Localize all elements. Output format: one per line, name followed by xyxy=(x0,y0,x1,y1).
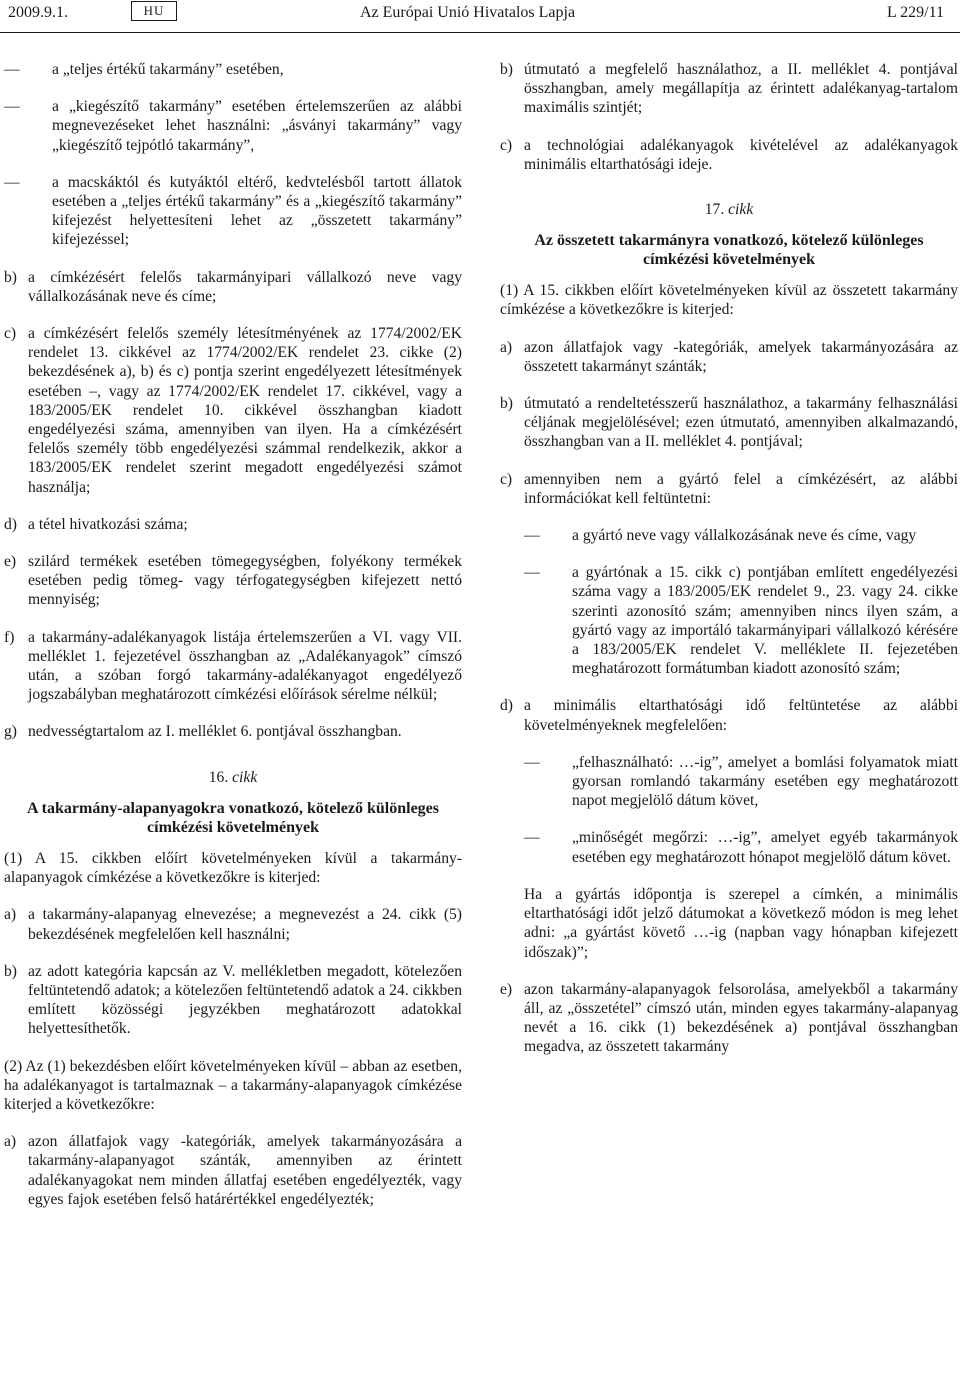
list-item-c: c) amennyiben nem a gyártó felel a címkézésért, az alábbi információkat kell feltüntetni: xyxy=(500,470,958,507)
header-rule xyxy=(0,32,960,33)
list-item-b: b) útmutató a megfelelő használathoz, a II. melléklet 4. pontjával összhangban, amely megállapítja az érintett adalékanyag-tartalom maximális szintjét; xyxy=(500,61,958,117)
list-item-b: b) a címkézésért felelős takarmányipari vállalkozó neve vagy vállalkozásának neve és címe; xyxy=(4,268,462,305)
list-item-e: e) szilárd termékek esetében tömegegységben, folyékony termékek esetében pedig tömeg- vagy térfogategységben kifejezett nettó mennyiség; xyxy=(4,553,462,609)
article-number: 17. cikk xyxy=(704,201,754,219)
dash-item: — a „teljes értékű takarmány” esetében, xyxy=(4,60,462,79)
dash-item: — a macskáktól és kutyáktól eltérő, kedvtelésből tartott állatok esetében a „teljes értékű takarmány” és a „kiegészítő takarmány” kifejezést helyettesíteni lehet az „összetett takarmány” kifejezéssel; xyxy=(4,173,462,250)
sub-list xyxy=(500,526,958,678)
paragraph: (2) Az (1) bekezdésben előírt követelményeken kívül – abban az esetben, ha adalékanyagot is tartalmaznak – a takarmány-alapanyagok címkézése kiterjed a következőkre: xyxy=(4,1057,462,1113)
journal-title: Az Európai Unió Hivatalos Lapja xyxy=(360,4,576,21)
paragraph: (1) A 15. cikkben előírt követelményeken kívül az összetett takarmány címkézése a következőkre is kiterjed: xyxy=(500,282,958,319)
article-number: 16. cikk xyxy=(208,768,258,786)
list-item-a: a) azon állatfajok vagy -kategóriák, amelyek takarmányozására a takarmány-alapanyagot szánták, amennyiben az érintett adalékanyagokat nem minden állatfaj esetében engedélyezték, vagy egyes fajok esetében felső határértékkel engedélyezték; xyxy=(4,1133,462,1208)
list-item-c: c) a technológiai adalékanyagok kivételével az adalékanyagok minimális eltarthatósági ideje. xyxy=(500,136,958,173)
list-item-c: c) a címkézésért felelős személy létesítményének az 1774/2002/EK rendelet 13. cikkével az 1774/2002/EK rendelet 23. cikke (2) bekezdésének a), b) és c) pontja szerint engedélyezett létesítmények esetében –, vagy az 1774/2002/EK rendelet 17. cikkével, vagy a 183/2005/EK rendelet 10. cikkével összhangban kiadott engedélyezési száma, amennyiben van ilyen. Ha a címkézésért felelős személy több engedélyezési számmal rendelkezik, akkor a 183/2005/EK rendelet szerint megadott engedélyezési számot használja; xyxy=(4,325,462,496)
right-column xyxy=(500,60,958,1057)
list-item-f: f) a takarmány-adalékanyagok listája értelemszerűen a VI. vagy VII. melléklet 1. fejezetével összhangban az „Adalékanyagok” címszó után, a szóban forgó takarmány-adalékanyagot engedélyező jogszabályban meghatározott címkézési előírások sérelme nélkül; xyxy=(4,628,462,704)
dash-item: — a gyártó neve vagy vállalkozásának neve és címe, vagy xyxy=(524,526,958,545)
list-item-a: a) a takarmány-alapanyag elnevezése; a megnevezést a 24. cikk (5) bekezdésének megfelelően kell használni; xyxy=(4,906,462,943)
dash-item: — „minőségét megőrzi: …-ig”, amelyet egyéb takarmányok esetében egy meghatározott hónapot megjelölő dátum követ. xyxy=(524,828,958,866)
page-reference: L 229/11 xyxy=(886,4,944,21)
left-column xyxy=(4,60,462,1209)
dash-item: — a „kiegészítő takarmány” esetében értelemszerűen az alábbi megnevezéseket lehet használni: „ásványi takarmány” vagy „kiegészítő tejpótló takarmány”, xyxy=(4,97,462,155)
list-item-a: a) azon állatfajok vagy -kategóriák, amelyek takarmányozására az összetett takarmányt szánták; xyxy=(500,338,958,375)
dash-item: — „felhasználható: …-ig”, amelyet a bomlási folyamatok miatt gyorsan romlandó takarmány esetében egy meghatározott napot megjelölő dátum követ, xyxy=(524,753,958,811)
dash-item: — a gyártónak a 15. cikk c) pontjában említett engedélyezési száma vagy a 183/2005/EK rendelet 9., 23. vagy 24. cikke szerinti azonosító szám; amennyiben nincs ilyen szám, a gyártó vagy az importáló takarmányipari vállalkozó kérésére a 183/2005/EK rendelet V. melléklete II. fejezetében meghatározott formátumban kiadott azonosító szám; xyxy=(524,563,958,678)
article-title: Az összetett takarmányra vonatkozó, kötelező különleges címkézési követelmények xyxy=(534,232,924,269)
list-item-d: d) a tétel hivatkozási száma; xyxy=(4,515,188,533)
article-title: A takarmány-alapanyagokra vonatkozó, kötelező különleges címkézési követelmények xyxy=(26,799,439,836)
sub-list xyxy=(500,753,958,962)
language-badge: HU xyxy=(131,1,177,21)
list-item-d: d) a minimális eltarthatósági idő feltüntetése az alábbi követelményeknek megfelelően: xyxy=(500,697,958,734)
page-header xyxy=(0,0,960,30)
paragraph: (1) A 15. cikkben előírt követelményeken kívül a takarmány-alapanyagok címkézése a következőkre is kiterjed: xyxy=(4,849,462,887)
list-item-e: e) azon takarmány-alapanyagok felsorolása, amelyekből a takarmány áll, az „összetétel” címszó után, minden egyes takarmány-alapanyag nevét a 16. cikk (1) bekezdésének a) pontjával összhangban megadva, az összetett takarmány xyxy=(500,980,958,1056)
note-paragraph: Ha a gyártás időpontja is szerepel a címkén, a minimális eltarthatósági időt jelző dátumokat a következő módon is meg lehet adni: „a gyártást követő …-ig (napban vagy hónapban kifejezett időszak)”; xyxy=(524,885,958,961)
list-item-b: b) az adott kategória kapcsán az V. mellékletben megadott, kötelezően feltüntetendő adatok; a kötelezően feltüntetendő adatok a 24. cikkben említett közösségi jegyzékben meghatározott adatokkal helyettesíthetők. xyxy=(4,962,462,1038)
list-item-g: g) nedvességtartalom az I. melléklet 6. pontjával összhangban. xyxy=(4,723,402,741)
list-item-b: b) útmutató a rendeltetésszerű használathoz, a takarmány felhasználási céljának megjelölésével; ezen útmutató, amennyiben alkalmazandó, összhangban van a II. melléklet 4. pontjával; xyxy=(500,395,958,451)
publication-date: 2009.9.1. xyxy=(8,4,68,21)
